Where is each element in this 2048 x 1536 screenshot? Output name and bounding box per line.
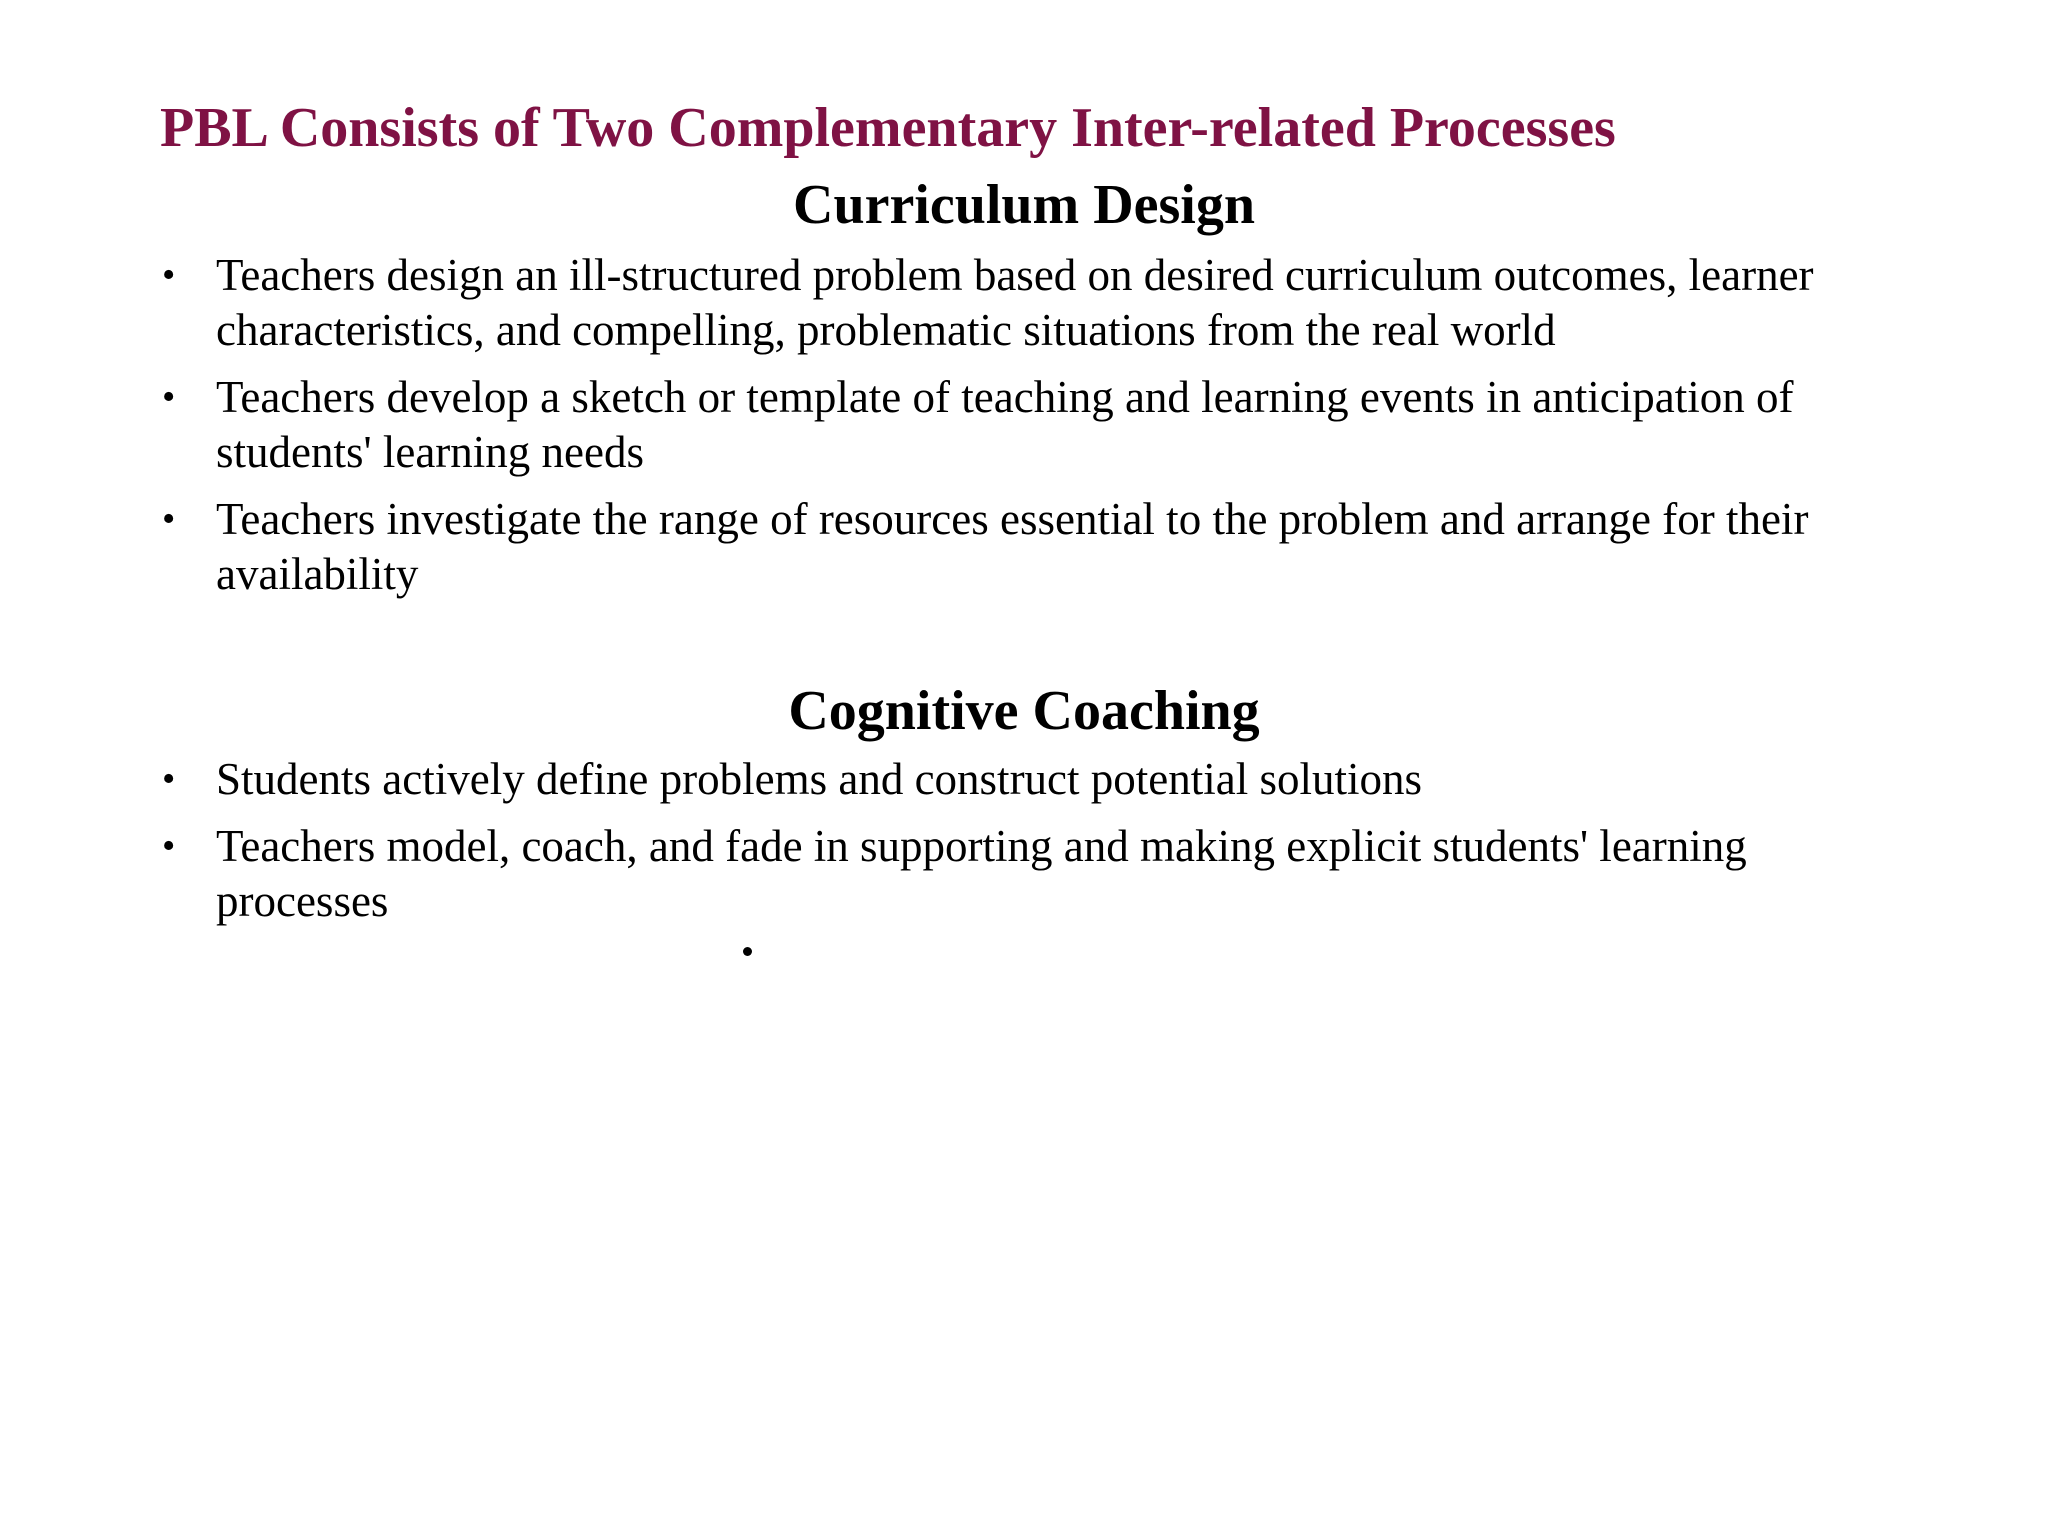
list-item xyxy=(160,752,1920,807)
bullet-icon: • xyxy=(162,498,176,540)
section-heading-curriculum-design: Curriculum Design xyxy=(793,174,1255,236)
curriculum-design-list xyxy=(160,248,1920,614)
bullet-icon: • xyxy=(162,254,176,296)
list-item xyxy=(160,819,1920,929)
bullet-text: Students actively define problems and construct potential solutions xyxy=(216,754,1423,804)
list-item xyxy=(160,370,1920,480)
bullet-icon: • xyxy=(162,825,176,867)
slide-title: PBL Consists of Two Complementary Inter-related Processes xyxy=(160,97,1616,159)
bullet-icon: • xyxy=(162,376,176,418)
section-heading-cognitive-coaching: Cognitive Coaching xyxy=(788,680,1260,742)
stray-dot-icon xyxy=(743,947,752,956)
bullet-icon: • xyxy=(162,758,176,800)
list-item xyxy=(160,492,1920,602)
bullet-text: Teachers investigate the range of resources essential to the problem and arrange for their availability xyxy=(216,494,1809,599)
list-item xyxy=(160,248,1920,358)
bullet-text: Teachers develop a sketch or template of teaching and learning events in anticipation of students' learning needs xyxy=(216,372,1794,477)
bullet-text: Teachers model, coach, and fade in supporting and making explicit students' learning processes xyxy=(216,821,1747,926)
cognitive-coaching-list xyxy=(160,752,1920,941)
bullet-text: Teachers design an ill-structured problem based on desired curriculum outcomes, learner characteristics, and compelling, problematic situations from the real world xyxy=(216,250,1814,355)
